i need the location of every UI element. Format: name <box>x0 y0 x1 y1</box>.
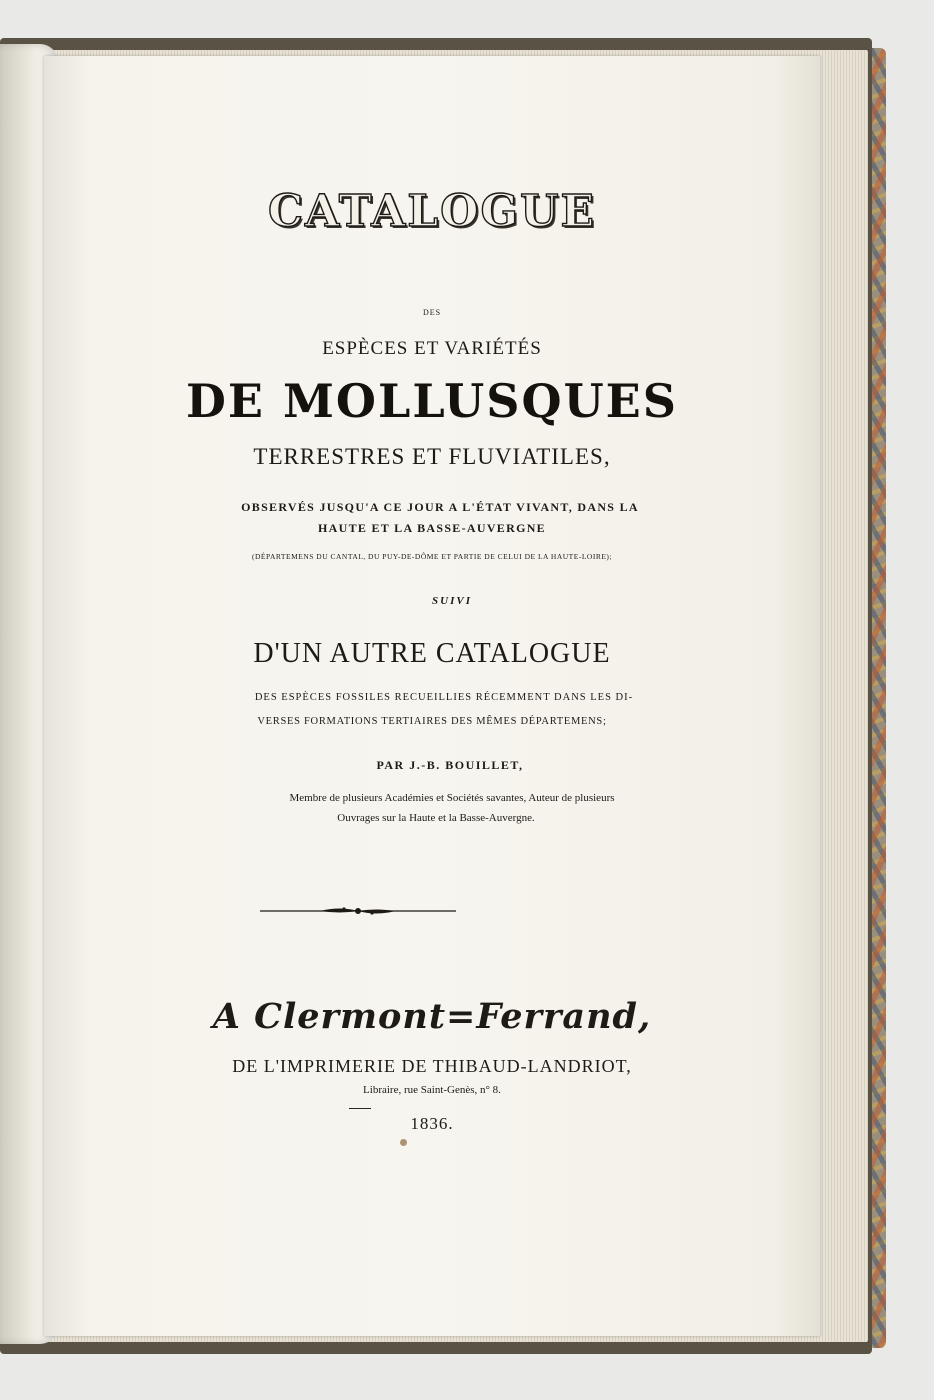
observed-line-1: OBSERVÉS JUSQU'A CE JOUR A L'ÉTAT VIVANT, DANS LA <box>241 500 639 514</box>
ornament-divider <box>260 904 456 918</box>
author-description-1: Membre de plusieurs Académies et Sociétés savantes, Auteur de plusieurs <box>289 792 615 804</box>
departments-line: (DÉPARTEMENS DU CANTAL, DU PUY-DE-DÔME ET PARTIE DE CELUI DE LA HAUTE-LOIRE); <box>251 552 613 561</box>
place-line: A Clermont=Ferrand, <box>212 996 652 1037</box>
short-rule <box>349 1108 371 1109</box>
year: 1836. <box>410 1114 454 1133</box>
printer-line: DE L'IMPRIMERIE DE THIBAUD-LANDRIOT, <box>232 1056 632 1076</box>
second-title: D'UN AUTRE CATALOGUE <box>253 638 611 669</box>
subtitle-mollusques: DE MOLLUSQUES <box>186 374 678 428</box>
fossil-line-2: VERSES FORMATIONS TERTIAIRES DES MÊMES DÉPARTEMENS; <box>257 716 607 727</box>
suivi-line: SUIVI <box>432 595 472 607</box>
printer-address: Libraire, rue Saint-Genès, n° 8. <box>363 1084 501 1096</box>
subtitle-terrestres: TERRESTRES ET FLUVIATILES, <box>253 444 611 469</box>
title-page <box>44 56 820 1336</box>
subtitle-especes: ESPÈCES ET VARIÉTÉS <box>322 338 542 359</box>
title: CATALOGUE <box>268 186 596 237</box>
author-line: PAR J.-B. BOUILLET, <box>376 758 524 772</box>
author-description-2: Ouvrages sur la Haute et la Basse-Auvergne. <box>337 812 535 824</box>
observed-line-2: HAUTE ET LA BASSE-AUVERGNE <box>318 521 546 535</box>
des-line: DES <box>422 308 442 317</box>
foxing-spot <box>400 1139 407 1146</box>
fossil-line-1: DES ESPÈCES FOSSILES RECUEILLIES RÉCEMMENT DANS LES DI- <box>254 692 634 703</box>
